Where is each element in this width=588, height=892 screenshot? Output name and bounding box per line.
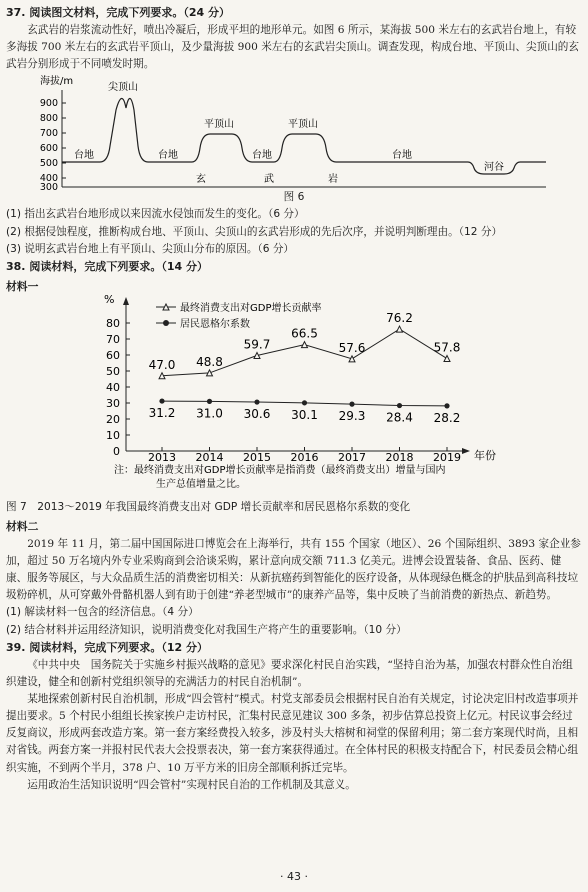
consumption-line-chart bbox=[6, 293, 566, 507]
data-label: 57.8 bbox=[433, 340, 461, 355]
q38-material2-text: 2019 年 11 月，第二届中国国际进口博览会在上海举行，共有 155 个国家（地区）、26 个国际组织、3893 家企业参加，超过 50 万名境内外专业采购商到会洽谈采购，累计意向成交额 711.3 亿美元。进博会设置装备、食品、医药、健康、服务等展区，与大众品质生活的消费密切相关：从新抗癌药到智能化的医疗设备，从体现绿色概念的护肤品到高科技垃圾粉碎机，从可穿戴外骨骼机器人到有助于创建“养老型城市”的康养产品等，集中反映了当前消费的新热点、新趋势。 bbox=[6, 537, 581, 602]
xtick-label: 2017 bbox=[338, 451, 366, 465]
q37-heading: 37. 阅读图文材料，完成下列要求。（24 分） bbox=[6, 6, 230, 19]
data-point-circle bbox=[444, 403, 449, 408]
q39-heading: 39. 阅读材料，完成下列要求。（12 分） bbox=[6, 640, 208, 654]
q37-sub-1: (1) 指出玄武岩台地形成以来因流水侵蚀而发生的变化。（6 分） bbox=[6, 208, 305, 221]
elevation-axis-label: 海拔/m bbox=[40, 76, 74, 88]
data-label: 29.3 bbox=[338, 409, 366, 424]
fig7-caption: 图 7 2013～2019 年我国最终消费支出对 GDP 增长贡献率和居民恩格尔系数的变化 bbox=[6, 501, 411, 514]
ytick-label: 10 bbox=[106, 429, 120, 443]
ytick-label: 80 bbox=[106, 317, 120, 331]
data-point-circle bbox=[349, 402, 354, 407]
q37-sub-2: (2) 根据侵蚀程度，推断构成台地、平顶山、尖顶山的玄武岩形成的先后次序，并说明判断理由。（12 分） bbox=[6, 225, 503, 238]
ytick-900: 900 bbox=[39, 98, 58, 110]
platform-label-3: 台地 bbox=[252, 150, 272, 162]
terrain-profile-line bbox=[62, 99, 546, 175]
q38-sub-2: (2) 结合材料并运用经济知识，说明消费变化对我国生产将产生的重要影响。（10 分） bbox=[6, 623, 407, 636]
ytick-800: 800 bbox=[39, 113, 58, 125]
peak-label: 尖顶山 bbox=[108, 82, 138, 94]
data-label: 66.5 bbox=[291, 326, 318, 341]
q39-question: 运用政治生活知识说明“四会管村”实现村民自治的工作机制及其意义。 bbox=[27, 778, 356, 791]
ytick-label: 40 bbox=[106, 381, 120, 395]
ytick-500: 500 bbox=[39, 158, 58, 170]
ytick-label: 30 bbox=[106, 397, 120, 411]
flat-top-label-1: 平顶山 bbox=[204, 119, 234, 131]
q37-sub-3: (3) 说明玄武岩台地上有平顶山、尖顶山分布的原因。（6 分） bbox=[6, 242, 295, 255]
q38-material1-label: 材料一 bbox=[6, 279, 39, 293]
ytick-label: 0 bbox=[113, 445, 120, 459]
platform-label-2: 台地 bbox=[158, 150, 178, 162]
exam-page bbox=[6, 4, 582, 794]
rock-char-1: 玄 bbox=[196, 174, 206, 186]
valley-label: 河谷 bbox=[484, 162, 504, 174]
data-point-circle bbox=[207, 399, 212, 404]
ytick-400: 400 bbox=[39, 173, 58, 185]
data-label: 28.2 bbox=[433, 411, 461, 426]
data-point-triangle bbox=[397, 326, 403, 332]
elevation-ticks bbox=[40, 98, 58, 190]
platform-label-1: 台地 bbox=[74, 150, 94, 162]
chart-note-line2: 生产总值增量之比。 bbox=[156, 479, 246, 491]
data-label: 30.1 bbox=[291, 408, 318, 423]
data-point-circle bbox=[302, 400, 307, 405]
data-point-circle bbox=[397, 403, 402, 408]
chart-xticks bbox=[148, 447, 461, 464]
xtick-label: 2016 bbox=[290, 451, 319, 465]
ytick-label: 70 bbox=[106, 333, 120, 347]
q38-heading: 38. 阅读材料，完成下列要求。（14 分） bbox=[6, 259, 208, 273]
data-point-triangle bbox=[444, 356, 450, 362]
ytick-label: 60 bbox=[106, 349, 120, 363]
xtick-label: 2019 bbox=[433, 451, 461, 465]
xtick-label: 2015 bbox=[243, 451, 271, 465]
xtick-label: 2014 bbox=[195, 451, 224, 465]
data-point-circle bbox=[159, 399, 164, 404]
ytick-700: 700 bbox=[39, 128, 58, 140]
q38-sub-1: (1) 解读材料一包含的经济信息。（4 分） bbox=[6, 606, 199, 619]
xtick-label: 2013 bbox=[148, 451, 176, 465]
data-label: 28.4 bbox=[386, 410, 413, 425]
chart-xunit: 年份 bbox=[474, 449, 496, 463]
ytick-label: 20 bbox=[106, 413, 120, 427]
rock-char-2: 武 bbox=[264, 174, 274, 186]
terrain-profile-figure bbox=[6, 74, 566, 190]
data-label: 47.0 bbox=[148, 358, 176, 373]
q38-material2-label: 材料二 bbox=[6, 520, 39, 534]
data-point-circle bbox=[254, 400, 259, 405]
chart-y-axis-arrow bbox=[123, 297, 129, 305]
data-point-triangle bbox=[349, 356, 355, 362]
chart-x-axis-arrow bbox=[462, 448, 470, 454]
legend-series-2: 居民恩格尔系数 bbox=[180, 319, 250, 331]
chart-note-line1: 注：最终消费支出对GDP增长贡献率是指消费（最终消费支出）增量与国内 bbox=[114, 465, 446, 477]
page-number: · 43 · bbox=[280, 870, 308, 883]
fig6-caption: 图 6 bbox=[283, 191, 305, 204]
flat-top-label-2: 平顶山 bbox=[288, 119, 318, 131]
ytick-600: 600 bbox=[39, 143, 58, 155]
data-label: 30.6 bbox=[243, 407, 271, 422]
ytick-label: 50 bbox=[106, 365, 120, 379]
rock-char-3: 岩 bbox=[328, 174, 338, 186]
xtick-label: 2018 bbox=[385, 451, 414, 465]
data-label: 31.0 bbox=[196, 406, 223, 421]
legend-circle-marker bbox=[163, 320, 169, 326]
ytick-300: 300 bbox=[39, 182, 58, 191]
data-label: 59.7 bbox=[243, 337, 271, 352]
data-label: 76.2 bbox=[386, 311, 413, 326]
chart-ylabel: % bbox=[104, 293, 115, 307]
data-label: 57.6 bbox=[338, 341, 366, 356]
data-label: 31.2 bbox=[148, 406, 176, 421]
q39-para-2: 某地探索创新村民自治机制，形成“四会管村”模式。村党支部委员会根据村民自治有关规定，讨论决定旧村改造事项并提出要求。5 个村民小组组长挨家挨户走访村民，汇集村民意见建议 300 多条，初步估算总投资上亿元。村民议事会经过反复商议，形成两套改造方案。第一套方案经费投入较多，涉及村头大榕树和祠堂的保留利用；第二套方案现代时尚，且相对省钱。两套方案一并报村民代表大会投票表决，第一套方案获得通过。在全体村民的积极支持配合下，村民委员会精心组织实施，不到两个半月，378 户、10 万平方米的旧房全部顺利拆迁完毕。 bbox=[6, 692, 579, 774]
q39-para-1: 《中共中央 国务院关于实施乡村振兴战略的意见》要求深化村民自治实践，“坚持自治为基，加强农村群众性自治组织建设，健全和创新村党组织领导的充满活力的村民自治机制”。 bbox=[6, 658, 573, 688]
platform-label-4: 台地 bbox=[392, 150, 412, 162]
data-label: 48.8 bbox=[196, 355, 223, 370]
q37-material: 玄武岩的岩浆流动性好，喷出冷凝后，形成平坦的地形单元。如图 6 所示，某海拔 500 米左右的玄武岩台地上，有较多海拔 700 米左右的玄武岩平顶山，及少量海拔 900 米左右的玄武岩尖顶山。调查发现，构成台地、平顶山、尖顶山的玄武岩分别形成于不同喷发时期。 bbox=[6, 23, 579, 71]
legend-series-1: 最终消费支出对GDP增长贡献率 bbox=[180, 303, 322, 315]
